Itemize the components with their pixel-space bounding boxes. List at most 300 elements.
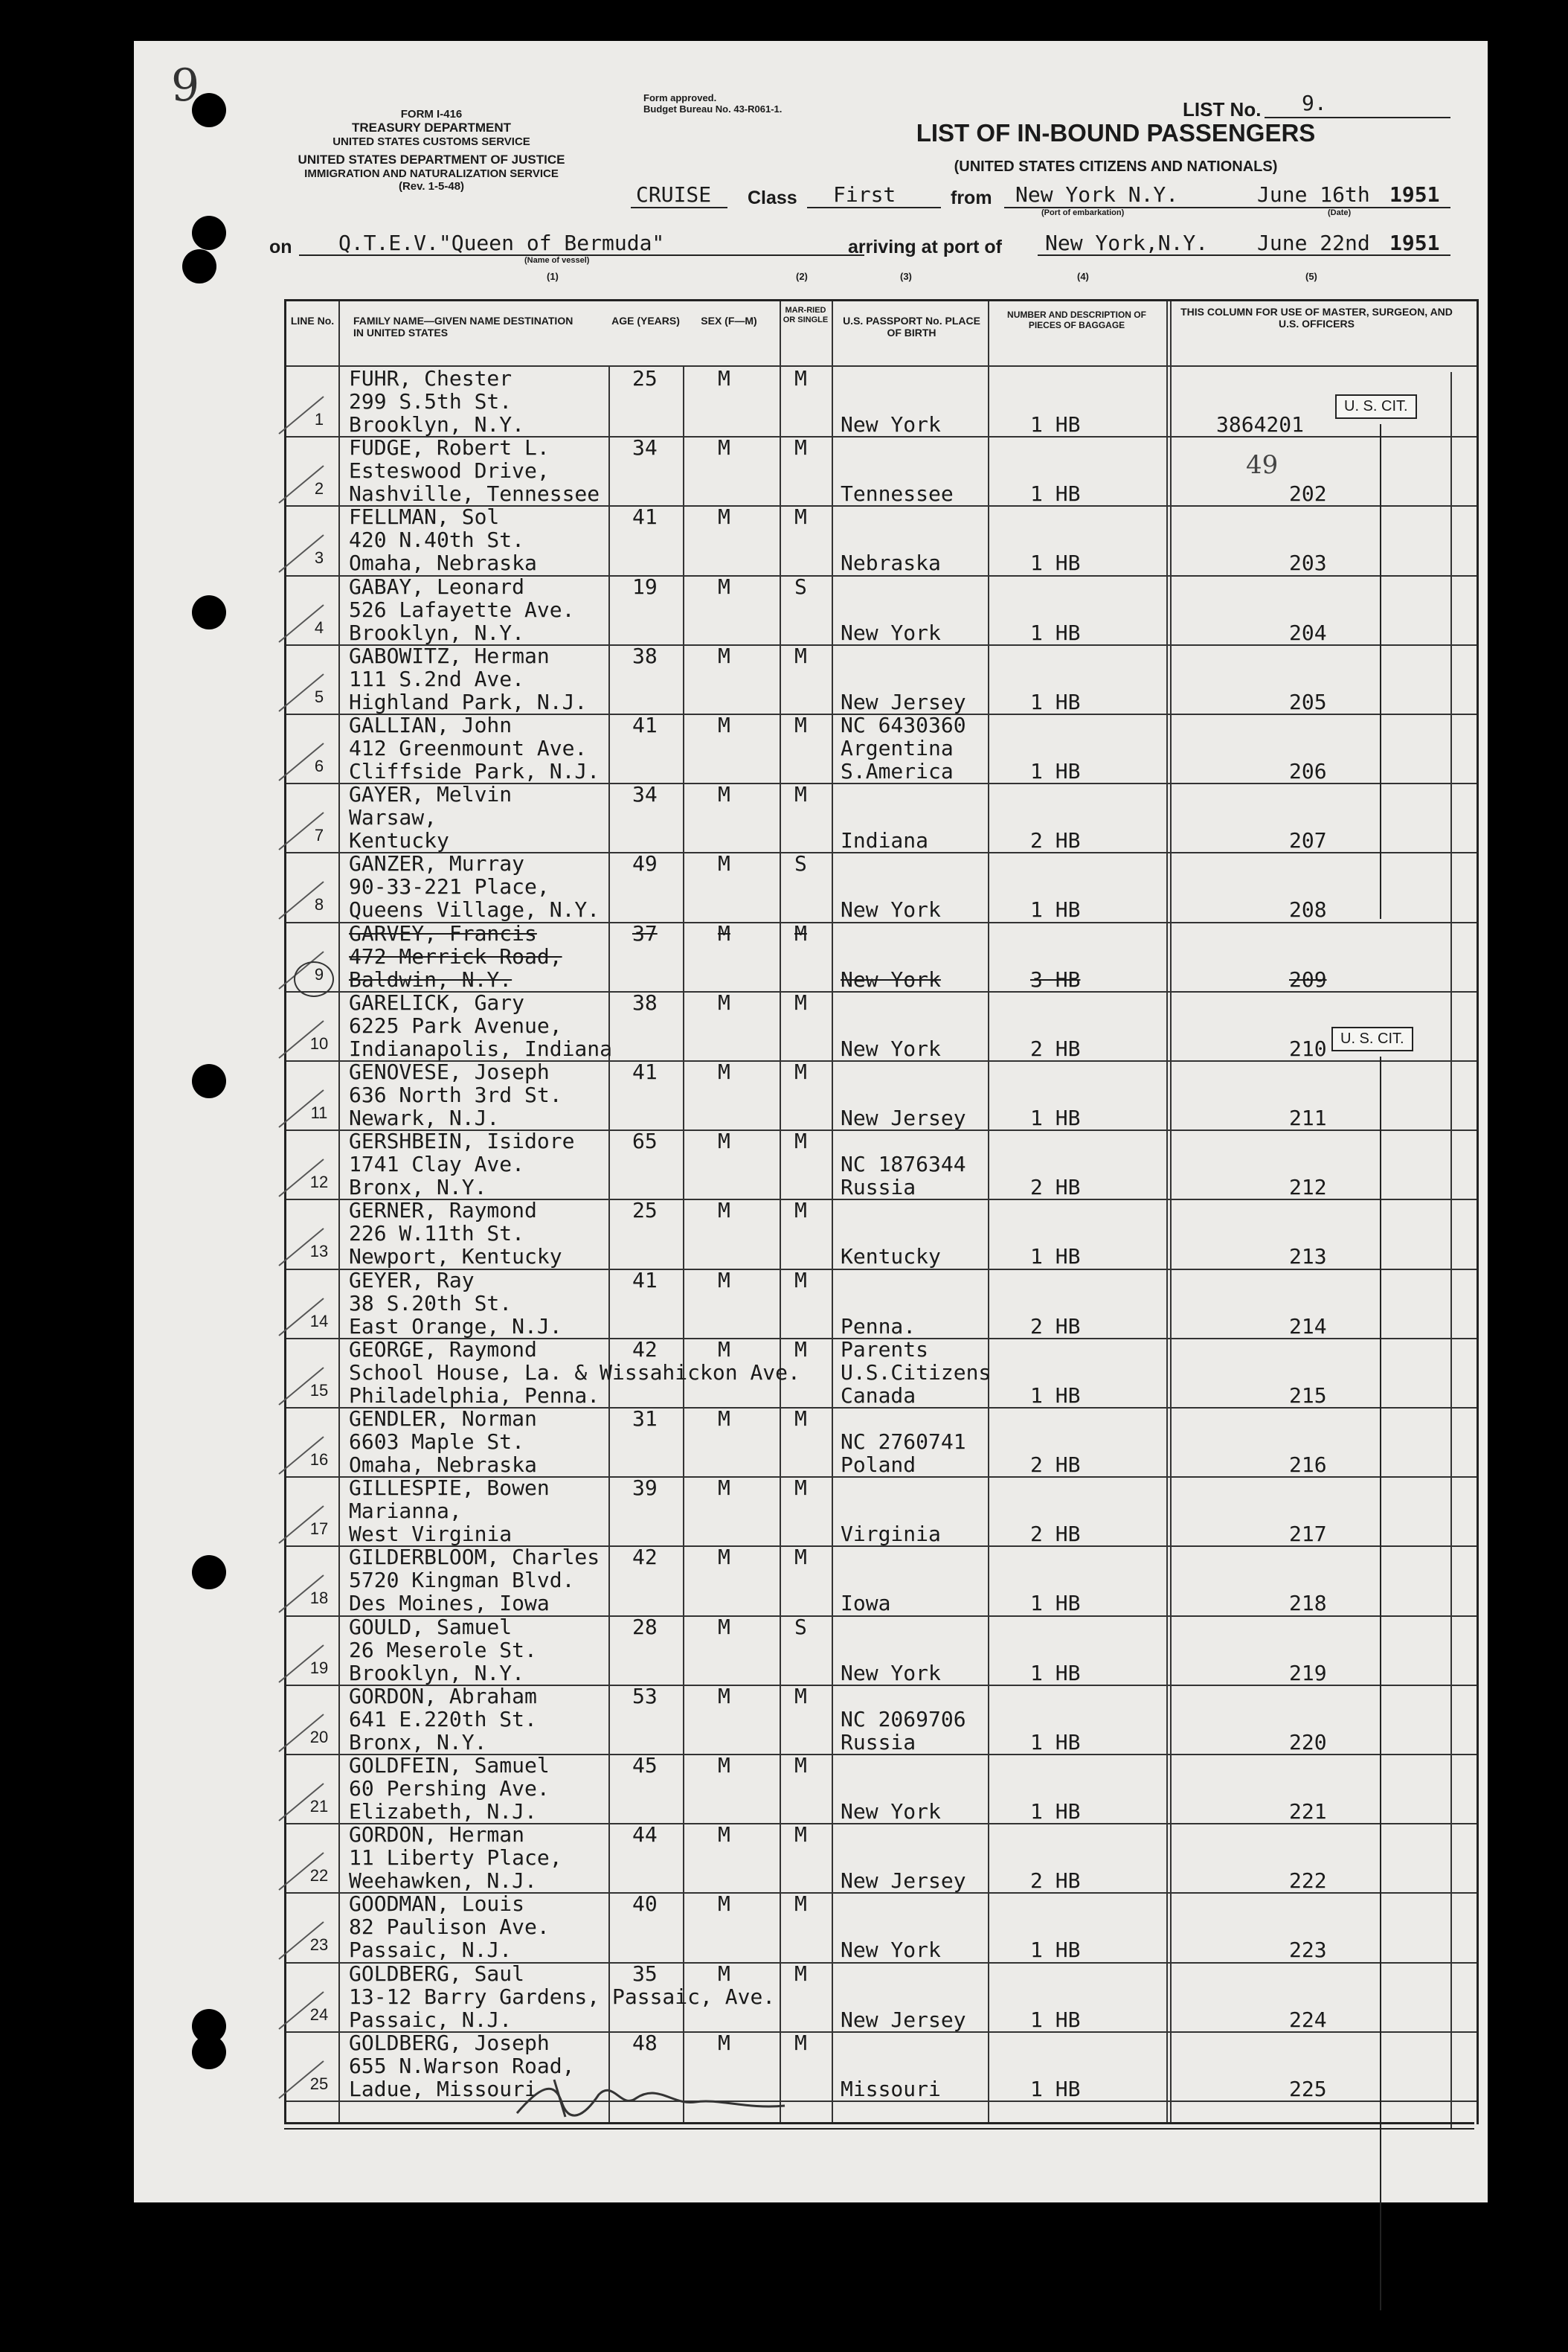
table-row [286, 783, 1477, 853]
officer-number: 214 [1289, 1313, 1327, 1339]
passenger-name: GARVEY, Francis [349, 920, 537, 946]
baggage: 1 HB [1030, 481, 1081, 507]
marital-status: M [794, 1891, 807, 1917]
check-mark [275, 1433, 327, 1478]
arrival-date: June 22nd [1257, 231, 1370, 255]
table-bottom-line [284, 2122, 1474, 2124]
pencil-number: 49 [1246, 450, 1279, 480]
passenger-name: GANZER, Murray [349, 851, 525, 877]
address-line-1: 90-33-221 Place, [349, 874, 550, 900]
arrival-port: New York,N.Y. [1045, 231, 1209, 255]
address-line-2: Ladue, Missouri [349, 2076, 537, 2101]
address-line-2: Bronx, N.Y. [349, 1729, 487, 1755]
address-line-1: Esteswood Drive, [349, 458, 550, 484]
age: 45 [632, 1753, 658, 1778]
table-row [286, 1407, 1477, 1478]
line-number: 20 [309, 1727, 329, 1746]
check-mark [275, 1295, 327, 1339]
on-label: on [269, 237, 292, 257]
baggage: 1 HB [1030, 1799, 1081, 1824]
passport-line-2: Argentina [841, 736, 954, 760]
baggage: 2 HB [1030, 1868, 1081, 1894]
line-number: 4 [314, 618, 324, 637]
birthplace: Canada [841, 1382, 916, 1408]
passport-line-2: NC 2069706 [841, 1706, 966, 1731]
address-line-1: 472 Merrick Road, [349, 943, 562, 969]
sex: M [718, 1891, 730, 1917]
age: 49 [632, 851, 658, 877]
address-line-1: Warsaw, [349, 805, 437, 830]
baggage: 2 HB [1030, 1522, 1081, 1547]
line-number: 19 [309, 1658, 329, 1677]
officer-number: 212 [1289, 1175, 1327, 1200]
col-line: LINE No. [290, 315, 335, 327]
line-number: 15 [309, 1380, 329, 1400]
port-caption: (Port of embarkation) [1041, 208, 1125, 217]
col-name: FAMILY NAME—GIVEN NAME DESTINATION IN UNITED STATES [353, 315, 573, 339]
from-port: New York N.Y. [1015, 182, 1179, 207]
baggage: 1 HB [1030, 1591, 1081, 1616]
sex: M [718, 713, 730, 737]
from-label: from [951, 188, 992, 208]
address-line-1: 111 S.2nd Ave. [349, 666, 525, 691]
age: 31 [632, 1406, 658, 1431]
officer-number: 219 [1289, 1660, 1327, 1685]
officer-number: 217 [1289, 1522, 1327, 1547]
col-sex: SEX (F—M) [701, 315, 757, 327]
col-age: AGE (YEARS) [611, 315, 680, 327]
line-number: 17 [309, 1519, 329, 1539]
sex: M [718, 1060, 730, 1084]
table-row [286, 1962, 1477, 2033]
passenger-name: GARELICK, Gary [349, 990, 525, 1015]
sex: M [718, 990, 730, 1015]
us-citizen-stamp: U. S. CIT. [1335, 394, 1417, 419]
address-line-1: 636 North 3rd St. [349, 1083, 562, 1107]
age: 38 [632, 643, 658, 668]
check-mark [275, 601, 327, 646]
line-number: 12 [309, 1173, 329, 1192]
passenger-name: GABOWITZ, Herman [349, 643, 550, 668]
ins: IMMIGRATION AND NATURALIZATION SERVICE [304, 167, 559, 180]
sex: M [718, 851, 730, 877]
age: 39 [632, 1475, 658, 1501]
address-line-1: 26 Meserole St. [349, 1637, 537, 1662]
check-mark [275, 1641, 327, 1686]
line-number: 9 [314, 964, 324, 984]
address-line-2: Weehawken, N.J. [349, 1868, 537, 1894]
binder-hole [192, 595, 226, 629]
age: 42 [632, 1545, 658, 1570]
table-row [286, 852, 1477, 923]
line-number: 23 [309, 1935, 329, 1955]
budget-bureau: Budget Bureau No. 43-R061-1. [643, 103, 783, 115]
officer-number: 222 [1289, 1868, 1327, 1894]
check-mark [275, 878, 327, 923]
marital-status: M [794, 920, 807, 946]
birthplace: Penna. [841, 1313, 916, 1339]
officer-number: 224 [1289, 2007, 1327, 2032]
baggage: 1 HB [1030, 689, 1081, 714]
age: 25 [632, 1198, 658, 1223]
baggage: 3 HB [1030, 967, 1081, 992]
date-caption: (Date) [1328, 208, 1352, 217]
address-line-2: Passaic, N.J. [349, 2007, 513, 2032]
passenger-name: GENDLER, Norman [349, 1406, 537, 1431]
passenger-name: GOLDFEIN, Samuel [349, 1753, 550, 1778]
table-row [286, 1338, 1477, 1409]
sex: M [718, 1614, 730, 1639]
officer-number: 210 [1289, 1036, 1327, 1061]
officer-number: 215 [1289, 1382, 1327, 1408]
table-row [286, 1545, 1477, 1616]
table-row [286, 1060, 1477, 1131]
address-line-1: 299 S.5th St. [349, 389, 513, 414]
address-line-1: 38 S.20th St. [349, 1290, 513, 1316]
table-bottom-line-2 [284, 2128, 1474, 2130]
passenger-name: FUHR, Chester [349, 366, 513, 391]
passport-line-1: NC 6430360 [841, 713, 966, 737]
passenger-name: GILDERBLOOM, Charles [349, 1545, 600, 1570]
address-line-2: Cliffside Park, N.J. [349, 759, 600, 784]
passenger-name: GILLESPIE, Bowen [349, 1475, 550, 1501]
binder-hole [192, 1064, 226, 1098]
line-number: 16 [309, 1450, 329, 1469]
marital-status: M [794, 504, 807, 530]
check-mark [275, 393, 327, 438]
marital-status: M [794, 1683, 807, 1708]
officer-number: 213 [1289, 1244, 1327, 1269]
line-number: 3 [314, 548, 324, 568]
marital-status: S [794, 851, 807, 877]
check-mark [275, 809, 327, 853]
passport-line-2: NC 2760741 [841, 1429, 966, 1454]
check-mark [275, 1711, 327, 1755]
passenger-name: GEORGE, Raymond [349, 1336, 537, 1362]
address-line-1: 1741 Clay Ave. [349, 1152, 525, 1177]
baggage: 1 HB [1030, 1938, 1081, 1963]
check-mark [275, 670, 327, 715]
birthplace: New York [841, 897, 941, 923]
form-title: LIST OF IN-BOUND PASSENGERS [916, 119, 1316, 147]
sex: M [718, 1406, 730, 1431]
baggage: 1 HB [1030, 2076, 1081, 2101]
us-citizen-stamp: U. S. CIT. [1331, 1027, 1413, 1051]
passport-line-1: Parents [841, 1336, 929, 1362]
age: 35 [632, 1961, 658, 1986]
check-mark [275, 1988, 327, 2033]
line-number: 14 [309, 1311, 329, 1330]
binder-hole [192, 216, 226, 250]
revision: (Rev. 1-5-48) [398, 179, 465, 193]
col-num-3: (3) [900, 271, 912, 282]
sex: M [718, 1475, 730, 1501]
line-number: 25 [309, 2074, 329, 2093]
check-mark [275, 1849, 327, 1894]
officer-number: 203 [1289, 551, 1327, 576]
birthplace: New York [841, 967, 941, 992]
sex: M [718, 1822, 730, 1848]
marital-status: S [794, 1614, 807, 1639]
check-mark [275, 1017, 327, 1062]
binder-hole [192, 1555, 226, 1589]
address-line-1: 655 N.Warson Road, [349, 2053, 575, 2078]
age: 28 [632, 1614, 658, 1639]
table-row [286, 1269, 1477, 1339]
marital-status: M [794, 1406, 807, 1431]
officer-number: 205 [1289, 689, 1327, 714]
check-mark [275, 1502, 327, 1547]
officer-number: 221 [1289, 1799, 1327, 1824]
address-line-2: Des Moines, Iowa [349, 1591, 550, 1616]
passenger-name: GERNER, Raymond [349, 1198, 537, 1223]
passenger-name: GOULD, Samuel [349, 1614, 513, 1639]
age: 42 [632, 1336, 658, 1362]
table-row [286, 1754, 1477, 1824]
baggage: 1 HB [1030, 1660, 1081, 1685]
marital-status: M [794, 782, 807, 807]
col-num-5: (5) [1305, 271, 1317, 282]
sex: M [718, 504, 730, 530]
table-row [286, 1823, 1477, 1894]
birthplace: Russia [841, 1729, 916, 1755]
passenger-name: FELLMAN, Sol [349, 504, 500, 530]
sex: M [718, 920, 730, 946]
sex: M [718, 1753, 730, 1778]
customs-service: UNITED STATES CUSTOMS SERVICE [332, 135, 530, 148]
check-mark [275, 1780, 327, 1824]
sex: M [718, 1198, 730, 1223]
table-row [286, 991, 1477, 1062]
binder-hole [182, 249, 216, 283]
birthplace: Tennessee [841, 481, 954, 507]
passenger-name: GERSHBEIN, Isidore [349, 1129, 575, 1154]
marital-status: M [794, 1822, 807, 1848]
arrival-underline [1038, 254, 1450, 256]
line-number: 11 [310, 1103, 328, 1122]
list-no-label: LIST No. [1183, 98, 1262, 121]
check-mark [275, 1364, 327, 1409]
address-line-2: Brooklyn, N.Y. [349, 412, 525, 437]
birthplace: New Jersey [841, 2007, 966, 2032]
baggage: 1 HB [1030, 620, 1081, 645]
table-row [286, 922, 1477, 993]
address-line-2: Omaha, Nebraska [349, 551, 537, 576]
address-line-1: Marianna, [349, 1499, 462, 1524]
vessel-name: Q.T.E.V."Queen of Bermuda" [338, 231, 665, 255]
birthplace: Iowa [841, 1591, 891, 1616]
age: 37 [632, 920, 658, 946]
line-number: 1 [314, 410, 324, 429]
passenger-name: GORDON, Herman [349, 1822, 525, 1848]
line-number: 8 [314, 895, 324, 914]
baggage: 1 HB [1030, 412, 1081, 437]
circle-9-mark [294, 961, 334, 997]
baggage: 1 HB [1030, 2007, 1081, 2032]
sex: M [718, 1267, 730, 1292]
marital-status: M [794, 1753, 807, 1778]
address-line-2: Brooklyn, N.Y. [349, 1660, 525, 1685]
birthplace: Poland [841, 1452, 916, 1477]
check-mark [275, 1571, 327, 1616]
check-mark [275, 2057, 327, 2102]
arrival-year: 1951 [1389, 231, 1440, 255]
cruise-label: CRUISE [636, 182, 712, 207]
age: 34 [632, 435, 658, 461]
table-row [286, 2031, 1477, 2102]
sex: M [718, 782, 730, 807]
baggage: 1 HB [1030, 1244, 1081, 1269]
address-line-2: Newport, Kentucky [349, 1244, 562, 1269]
baggage: 1 HB [1030, 551, 1081, 576]
line-number: 18 [309, 1589, 329, 1608]
justice-dept: UNITED STATES DEPARTMENT OF JUSTICE [298, 153, 565, 167]
passenger-name: GORDON, Abraham [349, 1683, 537, 1708]
line-number: 6 [314, 757, 324, 775]
address-line-2: Brooklyn, N.Y. [349, 620, 525, 645]
from-date: June 16th [1257, 182, 1370, 207]
address-line-2: Bronx, N.Y. [349, 1175, 487, 1200]
birthplace: New York [841, 620, 941, 645]
marital-status: M [794, 643, 807, 668]
passenger-name: FUDGE, Robert L. [349, 435, 550, 461]
line-number: 10 [309, 1034, 329, 1053]
marital-status: M [794, 1198, 807, 1223]
address-line-2: Elizabeth, N.J. [349, 1799, 537, 1824]
marital-status: M [794, 990, 807, 1015]
passenger-name: GAYER, Melvin [349, 782, 513, 807]
line-number: 2 [314, 479, 324, 499]
vessel-caption: (Name of vessel) [524, 256, 590, 265]
address-line-1: 13-12 Barry Gardens, Passaic, Ave. [349, 1984, 776, 2009]
marital-status: M [794, 1060, 807, 1084]
line-number: 13 [309, 1242, 329, 1261]
birthplace: New York [841, 1799, 941, 1824]
table-row [286, 1615, 1477, 1686]
line-number: 22 [309, 1866, 329, 1885]
officer-number: 225 [1289, 2076, 1327, 2101]
officer-bracket-line [1380, 424, 1381, 919]
table-row [286, 1892, 1477, 1963]
birthplace: Kentucky [841, 1244, 941, 1269]
list-no-value: 9. [1302, 91, 1327, 115]
class-underline [807, 207, 941, 208]
baggage: 1 HB [1030, 1729, 1081, 1755]
address-line-1: 420 N.40th St. [349, 528, 525, 553]
passport-line-2: NC 1876344 [841, 1152, 966, 1177]
marital-status: M [794, 1961, 807, 1986]
line-number: 24 [309, 2005, 329, 2024]
marital-status: M [794, 1336, 807, 1362]
margin-mark: 9 [171, 60, 200, 112]
address-line-2: West Virginia [349, 1522, 513, 1547]
table-row [286, 1685, 1477, 1755]
address-line-1: 82 Paulison Ave. [349, 1914, 550, 1940]
address-line-1: 60 Pershing Ave. [349, 1776, 550, 1801]
marital-status: M [794, 1475, 807, 1501]
form-subtitle: (UNITED STATES CITIZENS AND NATIONALS) [954, 158, 1278, 175]
check-mark [275, 1156, 327, 1200]
age: 38 [632, 990, 658, 1015]
passenger-name: GOLDBERG, Joseph [349, 2030, 550, 2055]
birthplace: S.America [841, 759, 954, 784]
col-baggage: NUMBER AND DESCRIPTION OF PIECES OF BAGGAGE [1007, 310, 1146, 330]
age: 41 [632, 504, 658, 530]
baggage: 2 HB [1030, 1313, 1081, 1339]
arriving-label: arriving at port of [848, 237, 1002, 257]
department-block [260, 108, 603, 193]
table-row [286, 1199, 1477, 1269]
table-row [286, 505, 1477, 576]
marital-status: S [794, 574, 807, 599]
passenger-name: GABAY, Leonard [349, 574, 525, 599]
officer-number: 220 [1289, 1729, 1327, 1755]
address-line-2: Baldwin, N.Y. [349, 967, 513, 992]
officer-number: 216 [1289, 1452, 1327, 1477]
age: 41 [632, 713, 658, 737]
sex: M [718, 643, 730, 668]
baggage: 2 HB [1030, 1452, 1081, 1477]
officer-number: 202 [1289, 481, 1327, 507]
officer-number: 218 [1289, 1591, 1327, 1616]
check-mark [275, 1918, 327, 1963]
address-line-1: School House, La. & Wissahickon Ave. [349, 1359, 800, 1385]
sex: M [718, 1336, 730, 1362]
treasury-dept: TREASURY DEPARTMENT [351, 121, 512, 135]
table-row [286, 644, 1477, 715]
officer-number: 211 [1289, 1106, 1327, 1130]
table-row [286, 1129, 1477, 1200]
birthplace: New York [841, 412, 941, 437]
table-row [286, 575, 1477, 646]
marital-status: M [794, 435, 807, 461]
age: 41 [632, 1060, 658, 1084]
sex: M [718, 2030, 730, 2055]
line-number: 7 [314, 826, 324, 845]
age: 65 [632, 1129, 658, 1154]
address-line-1: 641 E.220th St. [349, 1706, 537, 1731]
line-number: 21 [309, 1797, 329, 1816]
officer-number: 223 [1289, 1938, 1327, 1963]
address-line-1: 412 Greenmount Ave. [349, 736, 588, 760]
address-line-1: 6225 Park Avenue, [349, 1013, 562, 1038]
birthplace: Nebraska [841, 551, 941, 576]
class-label: Class [748, 188, 797, 208]
sex: M [718, 574, 730, 599]
line-number: 5 [314, 687, 324, 706]
age: 48 [632, 2030, 658, 2055]
baggage: 1 HB [1030, 759, 1081, 784]
birthplace: Missouri [841, 2076, 941, 2101]
address-line-1: 226 W.11th St. [349, 1221, 525, 1246]
col-officers: THIS COLUMN FOR USE OF MASTER, SURGEON, AND U.S. OFFICERS [1180, 306, 1453, 330]
age: 34 [632, 782, 658, 807]
sex: M [718, 1129, 730, 1154]
birthplace: New York [841, 1660, 941, 1685]
baggage: 1 HB [1030, 1382, 1081, 1408]
sex: M [718, 1545, 730, 1570]
binder-hole [192, 2035, 226, 2069]
address-line-2: East Orange, N.J. [349, 1313, 562, 1339]
check-mark [275, 1225, 327, 1269]
age: 19 [632, 574, 658, 599]
baggage: 1 HB [1030, 897, 1081, 923]
address-line-2: Nashville, Tennessee [349, 481, 600, 507]
passenger-name: GEYER, Ray [349, 1267, 475, 1292]
passenger-name: GOODMAN, Louis [349, 1891, 525, 1917]
address-line-2: Passaic, N.J. [349, 1938, 513, 1963]
age: 53 [632, 1683, 658, 1708]
